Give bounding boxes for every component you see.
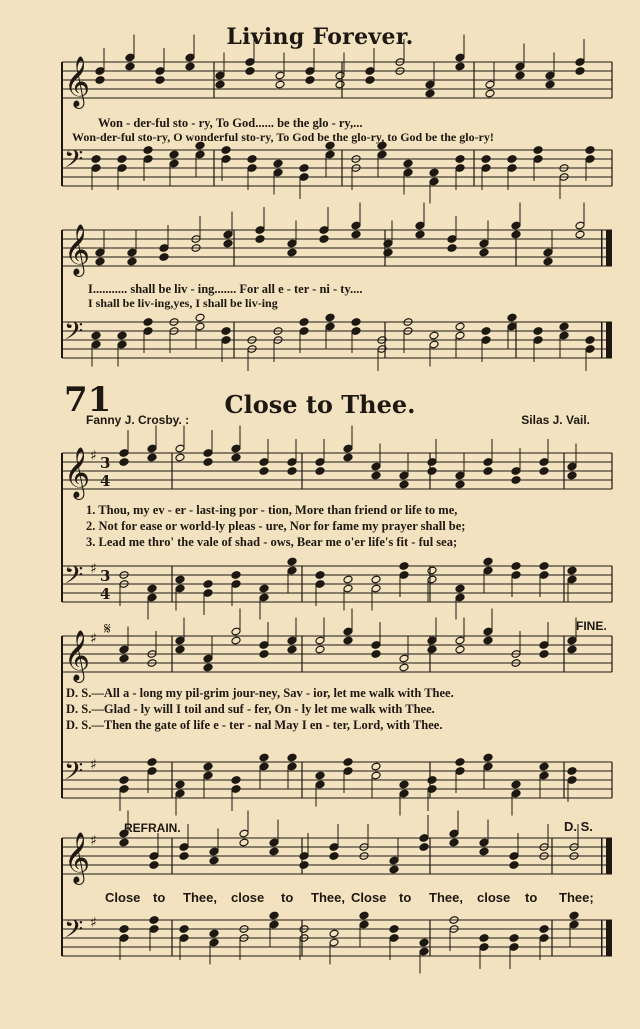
note-head [427, 566, 437, 575]
refrain-word: to [399, 890, 412, 905]
note-head [343, 758, 353, 767]
note-head [429, 168, 439, 177]
note-head [203, 762, 213, 771]
treble-clef-icon: 𝄞 [64, 630, 91, 681]
hymn-number: 71 [64, 380, 112, 420]
note-head [483, 636, 493, 645]
note-head [539, 650, 549, 659]
author-mark: : [185, 413, 190, 427]
note-head [125, 62, 135, 71]
note-head [343, 575, 353, 584]
note-head [403, 159, 413, 168]
treble-clef-icon: 𝄞 [64, 56, 91, 107]
note-head [365, 76, 375, 85]
bass-clef-icon: 𝄢 [64, 145, 84, 180]
note-head [559, 322, 569, 331]
note-head [259, 584, 269, 593]
svg-text:♯: ♯ [90, 631, 97, 647]
note-head [543, 257, 553, 266]
note-head [567, 767, 577, 776]
note-head [507, 155, 517, 164]
note-head [231, 776, 241, 785]
note-head [399, 780, 409, 789]
note-head [95, 76, 105, 85]
note-head [455, 322, 465, 331]
hymn-title-living-forever: Living Forever. [226, 24, 414, 50]
note-head [427, 645, 437, 654]
note-head [259, 467, 269, 476]
refrain-label: REFRAIN. [124, 821, 181, 835]
note-head [287, 467, 297, 476]
note-head [273, 159, 283, 168]
refrain-word: to [281, 890, 294, 905]
note-head [179, 925, 189, 934]
refrain-word: close [477, 890, 511, 905]
note-head [231, 453, 241, 462]
note-head [335, 80, 345, 89]
note-head [539, 562, 549, 571]
note-head [481, 155, 491, 164]
note-head [287, 753, 297, 762]
note-head [539, 925, 549, 934]
note-head [371, 471, 381, 480]
note-head [515, 71, 525, 80]
staff-s2-treble [62, 230, 612, 266]
note-head [245, 67, 255, 76]
note-head [149, 916, 159, 925]
svg-text:♯: ♯ [90, 448, 97, 464]
note-head [483, 467, 493, 476]
note-head [95, 257, 105, 266]
ds-line-3: D. S.—Then the gate of life e - ter - nal May I en - ter, Lord, with Thee. [66, 718, 443, 732]
hymn-title-close-to-thee: Close to Thee. [224, 390, 416, 419]
note-head [533, 327, 543, 336]
note-head [455, 584, 465, 593]
note-head [209, 929, 219, 938]
note-head [389, 865, 399, 874]
note-head [455, 758, 465, 767]
note-head [427, 776, 437, 785]
note-head [399, 663, 409, 672]
refrain-word: Thee, [311, 890, 345, 905]
staff-s5-bass [62, 920, 612, 956]
verse-2: 2. Not for ease or world-ly pleas - ure, Nor for fame my prayer shall be; [86, 519, 466, 533]
refrain-word: close [231, 890, 265, 905]
verse-3: 3. Lead me thro' the vale of shad - ows, Bear me o'er life's fit - ful sea; [86, 535, 458, 549]
note-head [221, 146, 231, 155]
note-head [203, 580, 213, 589]
author-name: Fanny J. Crosby. [86, 413, 182, 427]
note-head [509, 934, 519, 943]
note-head [247, 155, 257, 164]
note-head [209, 856, 219, 865]
note-head [149, 861, 159, 870]
note-head [455, 62, 465, 71]
note-head [231, 636, 241, 645]
note-head [511, 562, 521, 571]
note-head [425, 89, 435, 98]
note-head [415, 230, 425, 239]
note-head [479, 248, 489, 257]
treble-clef-icon: 𝄞 [64, 832, 91, 883]
note-head [325, 313, 335, 322]
note-head [567, 645, 577, 654]
note-head [371, 762, 381, 771]
note-head [269, 911, 279, 920]
note-head [175, 780, 185, 789]
svg-text:3: 3 [100, 567, 111, 585]
svg-text:4: 4 [100, 472, 111, 490]
svg-text:♯: ♯ [90, 757, 97, 773]
note-head [419, 938, 429, 947]
bass-clef-icon: 𝄢 [64, 757, 84, 792]
note-head [259, 753, 269, 762]
lyric-s2-tenor: I shall be liv-ing,yes, I shall be liv-ing [88, 296, 278, 310]
note-head [119, 838, 129, 847]
note-head [359, 911, 369, 920]
composer-credit: Silas J. Vail. [521, 413, 590, 427]
note-head [585, 146, 595, 155]
note-head [481, 327, 491, 336]
note-head [399, 562, 409, 571]
note-head [143, 318, 153, 327]
note-head [449, 838, 459, 847]
note-head [147, 584, 157, 593]
note-head [147, 453, 157, 462]
note-head [315, 645, 325, 654]
note-head [351, 318, 361, 327]
bass-clef-icon: 𝄢 [64, 561, 84, 596]
note-head [533, 146, 543, 155]
note-head [305, 76, 315, 85]
note-head [447, 244, 457, 253]
note-head [203, 663, 213, 672]
note-head [585, 336, 595, 345]
note-head [455, 480, 465, 489]
ds-line-1: D. S.—All a - long my pil-grim jour-ney, Sav - ior, let me walk with Thee. [66, 686, 454, 700]
note-head [315, 771, 325, 780]
refrain-word: Close [105, 890, 141, 905]
note-head [539, 762, 549, 771]
refrain-word: to [153, 890, 166, 905]
note-head [315, 467, 325, 476]
note-head [429, 331, 439, 340]
refrain-word: Thee; [559, 890, 594, 905]
note-head [343, 636, 353, 645]
note-head [231, 571, 241, 580]
svg-text:♯: ♯ [90, 833, 97, 849]
note-head [329, 929, 339, 938]
note-head [483, 557, 493, 566]
note-head [399, 480, 409, 489]
note-head [175, 453, 185, 462]
note-head [239, 838, 249, 847]
note-head [91, 331, 101, 340]
author-credit [86, 413, 189, 427]
note-head [479, 934, 489, 943]
note-head [483, 753, 493, 762]
lyric-s1-tenor: Won-der-ful sto-ry, O wonderful sto-ry, To God be the glo-ry, to God be the glo-ry! [72, 130, 494, 144]
ds-line-2: D. S.—Glad - ly will I toil and suf - fer, On - ly let me walk with Thee. [66, 702, 435, 716]
note-head [567, 471, 577, 480]
refrain-word: Close [351, 890, 387, 905]
bass-clef-icon: 𝄢 [64, 317, 84, 352]
note-head [175, 575, 185, 584]
note-head [147, 758, 157, 767]
note-head [511, 780, 521, 789]
note-head [427, 467, 437, 476]
note-head [455, 645, 465, 654]
treble-clef-icon: 𝄞 [64, 224, 91, 275]
note-head [119, 776, 129, 785]
note-head [269, 847, 279, 856]
lyric-s2-alto: I........... shall be liv - ing....... For all e - ter - ni - ty.... [88, 282, 363, 296]
note-head [91, 155, 101, 164]
note-head [221, 327, 231, 336]
note-head [569, 911, 579, 920]
note-head [351, 230, 361, 239]
refrain-word: Thee, [429, 890, 463, 905]
note-head [155, 76, 165, 85]
staff-s4-treble [62, 636, 612, 672]
note-head [419, 843, 429, 852]
note-head [169, 150, 179, 159]
note-head [567, 566, 577, 575]
svg-text:♯: ♯ [90, 915, 97, 931]
note-head [455, 155, 465, 164]
note-head [223, 239, 233, 248]
note-head [545, 80, 555, 89]
note-head [203, 458, 213, 467]
note-head [479, 847, 489, 856]
note-head [287, 645, 297, 654]
note-head [485, 89, 495, 98]
note-head [259, 650, 269, 659]
staff-s1-treble [62, 62, 612, 98]
note-head [119, 458, 129, 467]
note-head [299, 861, 309, 870]
note-head [215, 80, 225, 89]
note-head [195, 313, 205, 322]
svg-text:4: 4 [100, 585, 111, 603]
note-head [509, 861, 519, 870]
note-head [511, 476, 521, 485]
note-head [575, 230, 585, 239]
note-head [389, 925, 399, 934]
svg-text:♯: ♯ [90, 561, 97, 577]
note-head [343, 453, 353, 462]
treble-clef-icon: 𝄞 [64, 447, 91, 498]
note-head [179, 852, 189, 861]
note-head [143, 146, 153, 155]
fine-mark: FINE. [576, 619, 607, 633]
refrain-word: to [525, 890, 538, 905]
note-head [127, 257, 137, 266]
bass-clef-icon: 𝄢 [64, 915, 84, 950]
note-head [185, 62, 195, 71]
note-head [511, 230, 521, 239]
svg-text:3: 3 [100, 454, 111, 472]
note-head [287, 557, 297, 566]
note-head [299, 164, 309, 173]
staff-s3-treble [62, 453, 612, 489]
note-head [371, 575, 381, 584]
verse-1: 1. Thou, my ev - er - last-ing por - tion, More than friend or life to me, [86, 503, 458, 517]
staff-s4-bass [62, 762, 612, 798]
note-head [507, 313, 517, 322]
staff-s3-bass [62, 566, 612, 602]
note-head [299, 318, 309, 327]
note-head [319, 235, 329, 244]
note-head [255, 235, 265, 244]
lyric-s1-alto: Won - der-ful sto - ry, To God...... be the glo - ry,... [98, 116, 363, 130]
note-head [287, 248, 297, 257]
note-head [315, 571, 325, 580]
note-head [119, 654, 129, 663]
note-head [539, 467, 549, 476]
note-head [175, 645, 185, 654]
note-head [117, 331, 127, 340]
note-head [159, 253, 169, 262]
segno-icon: 𝄋 [104, 619, 111, 638]
refrain-word: Thee, [183, 890, 217, 905]
note-head [275, 80, 285, 89]
note-head [575, 67, 585, 76]
note-head [329, 852, 339, 861]
note-head [119, 925, 129, 934]
note-head [371, 650, 381, 659]
ds-mark: D. S. [564, 819, 593, 834]
note-head [117, 155, 127, 164]
